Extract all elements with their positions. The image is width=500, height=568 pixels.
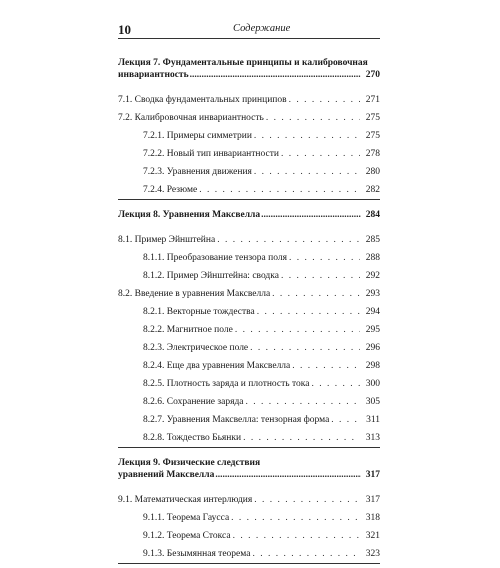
toc-entry-title: 7.2.4. Резюме bbox=[143, 185, 198, 195]
table-of-contents bbox=[118, 57, 380, 568]
dot-leader bbox=[266, 114, 360, 124]
dot-leader bbox=[331, 416, 360, 426]
lecture-section bbox=[118, 209, 380, 448]
toc-entry-title: 8.2. Введение в уравнения Максвелла bbox=[118, 289, 271, 299]
toc-entry-page: 296 bbox=[365, 343, 380, 353]
toc-entry-page: 280 bbox=[365, 167, 380, 177]
toc-entry-title: 7.2.3. Уравнения движения bbox=[143, 167, 252, 177]
toc-entry bbox=[118, 389, 380, 407]
lecture-title-line bbox=[118, 69, 380, 81]
toc-entry-page: 282 bbox=[365, 185, 380, 195]
toc-entry bbox=[118, 141, 380, 159]
toc-entry-title: 8.2.8. Тождество Бьянки bbox=[143, 433, 242, 443]
toc-entry bbox=[118, 505, 380, 523]
dot-leader bbox=[231, 514, 360, 524]
toc-entry-page: 313 bbox=[365, 433, 380, 443]
toc-entry bbox=[118, 335, 380, 353]
dot-leader bbox=[252, 550, 360, 560]
lecture-page-number: 284 bbox=[365, 210, 380, 220]
running-title: Содержание bbox=[233, 23, 291, 34]
lecture-title-text: уравнений Максвелла bbox=[118, 470, 215, 480]
lecture-title-line: Лекция 9. Физические следствия bbox=[118, 458, 261, 468]
toc-entry-title: 9.1.3. Безымянная теорема bbox=[143, 549, 251, 559]
toc-entry bbox=[118, 123, 380, 141]
toc-entry-title: 8.2.6. Сохранение заряда bbox=[143, 397, 244, 407]
toc-entry-title: 8.2.2. Магнитное поле bbox=[143, 325, 233, 335]
dot-leader bbox=[199, 186, 360, 196]
dot-leader bbox=[281, 150, 360, 160]
toc-entry bbox=[118, 263, 380, 281]
lecture-title bbox=[118, 209, 380, 221]
toc-entry-page: 292 bbox=[365, 271, 380, 281]
dot-leader bbox=[190, 69, 361, 81]
toc-entry-title: 7.1. Сводка фундаментальных принципов bbox=[118, 95, 287, 105]
dot-leader bbox=[311, 380, 360, 390]
toc-entry-title: 9.1. Математическая интерлюдия bbox=[118, 495, 253, 505]
toc-entry bbox=[118, 245, 380, 263]
dot-leader bbox=[289, 96, 360, 106]
toc-entry bbox=[118, 523, 380, 541]
toc-entry-title: 8.2.7. Уравнения Максвелла: тензорная форма bbox=[143, 415, 330, 425]
toc-entry-title: 8.2.4. Еще два уравнения Максвелла bbox=[143, 361, 291, 371]
toc-entry-title: 7.2.2. Новый тип инвариантности bbox=[143, 149, 279, 159]
dot-leader bbox=[254, 168, 360, 178]
lecture-title bbox=[118, 57, 380, 81]
lecture-section bbox=[118, 457, 380, 564]
toc-entry bbox=[118, 159, 380, 177]
toc-entry-page: 321 bbox=[365, 531, 380, 541]
toc-entry bbox=[118, 317, 380, 335]
toc-entry-title: 8.2.1. Векторные тождества bbox=[143, 307, 255, 317]
dot-leader bbox=[281, 272, 360, 282]
toc-entry bbox=[118, 177, 380, 195]
toc-entry-page: 311 bbox=[366, 415, 380, 425]
dot-leader bbox=[254, 132, 360, 142]
toc-entry bbox=[118, 281, 380, 299]
toc-entry bbox=[118, 407, 380, 425]
page-number: 10 bbox=[118, 22, 131, 37]
toc-entry bbox=[118, 87, 380, 105]
toc-entry bbox=[118, 371, 380, 389]
dot-leader bbox=[246, 398, 360, 408]
lecture-page-number: 317 bbox=[365, 470, 380, 480]
toc-entry-title: 9.1.1. Теорема Гаусса bbox=[143, 513, 230, 523]
dot-leader bbox=[257, 308, 360, 318]
toc-entry bbox=[118, 353, 380, 371]
toc-entry-title: 9.1.2. Теорема Стокса bbox=[143, 531, 231, 541]
toc-entry bbox=[118, 105, 380, 123]
toc-entry bbox=[118, 425, 380, 443]
dot-leader bbox=[217, 236, 360, 246]
dot-leader bbox=[243, 434, 360, 444]
toc-entry-page: 317 bbox=[365, 495, 380, 505]
toc-entry-page: 305 bbox=[365, 397, 380, 407]
toc-entry-title: 8.1.1. Преобразование тензора поля bbox=[143, 253, 287, 263]
lecture-page-number: 270 bbox=[365, 70, 380, 80]
toc-entry-page: 288 bbox=[365, 253, 380, 263]
toc-entry-title: 8.1. Пример Эйнштейна bbox=[118, 235, 216, 245]
toc-entry-page: 275 bbox=[365, 131, 380, 141]
lecture-title-line: Лекция 7. Фундаментальные принципы и калибровочная bbox=[118, 58, 368, 68]
page-header bbox=[118, 20, 380, 39]
dot-leader bbox=[254, 496, 360, 506]
toc-entry-page: 300 bbox=[365, 379, 380, 389]
toc-entry-page: 278 bbox=[365, 149, 380, 159]
dot-leader bbox=[235, 326, 360, 336]
toc-entry-page: 298 bbox=[365, 361, 380, 371]
toc-entry-page: 275 bbox=[365, 113, 380, 123]
dot-leader bbox=[233, 532, 360, 542]
dot-leader bbox=[292, 362, 360, 372]
lecture-title-text: Лекция 8. Уравнения Максвелла bbox=[118, 210, 261, 220]
toc-entry-title: 8.2.3. Электрическое поле bbox=[143, 343, 249, 353]
lecture-title bbox=[118, 457, 380, 481]
toc-entry-title: 7.2. Калибровочная инвариантность bbox=[118, 113, 264, 123]
toc-entry bbox=[118, 227, 380, 245]
lecture-title-line bbox=[118, 209, 380, 221]
toc-entry bbox=[118, 299, 380, 317]
toc-entry-page: 285 bbox=[365, 235, 380, 245]
toc-entry-title: 8.2.5. Плотность заряда и плотность тока bbox=[143, 379, 310, 389]
dot-leader bbox=[215, 469, 361, 481]
dot-leader bbox=[272, 290, 360, 300]
toc-entry-page: 294 bbox=[365, 307, 380, 317]
toc-entry bbox=[118, 487, 380, 505]
toc-entry-page: 323 bbox=[365, 549, 380, 559]
lecture-title-text: инвариантность bbox=[118, 70, 189, 80]
dot-leader bbox=[289, 254, 360, 264]
dot-leader bbox=[261, 209, 361, 221]
toc-entry bbox=[118, 541, 380, 559]
toc-entry-page: 318 bbox=[365, 513, 380, 523]
toc-entry-page: 293 bbox=[365, 289, 380, 299]
toc-entry-page: 295 bbox=[365, 325, 380, 335]
toc-entry-title: 7.2.1. Примеры симметрии bbox=[143, 131, 252, 141]
toc-entry-title: 8.1.2. Пример Эйнштейна: сводка bbox=[143, 271, 279, 281]
lecture-section bbox=[118, 57, 380, 200]
toc-entry-page: 271 bbox=[365, 95, 380, 105]
lecture-title-line bbox=[118, 469, 380, 481]
dot-leader bbox=[250, 344, 360, 354]
